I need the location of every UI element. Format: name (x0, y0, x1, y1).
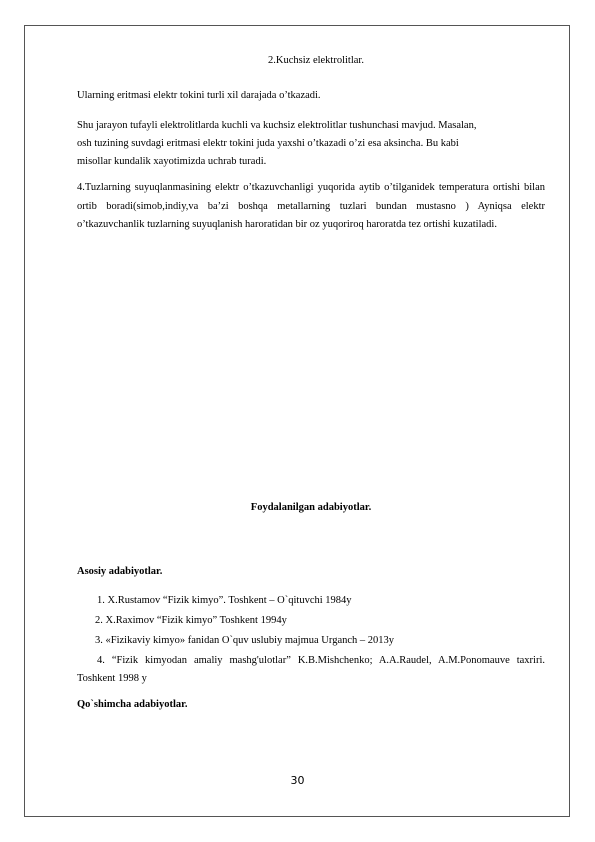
page-content (77, 52, 545, 714)
reference-item-1: 1. X.Rustamov “Fizik kimyo”. Toshkent – O`qituvchi 1984y (97, 594, 352, 606)
reference-item-3: 3. «Fizikaviy kimyo» fanidan O`quv uslubiy majmua Urganch – 2013y (95, 634, 395, 646)
extra-references-heading: Qo`shimcha adabiyotlar. (77, 698, 188, 710)
paragraph-3: 4.Tuzlarning suyuqlanmasining elektr o’tkazuvchanligi yuqorida aytib o’tilganidek temperatura ortishi bilan ortib boradi(simob,indiy,va ba’zi boshqa metallarning tuzlari bundan mustasno ) Ayniqsa elektr o’tkazuvchanlik tuzlarning suyuqlanish haroratidan bir oz yuqoriroq haroratda tez ortishi kuzatiladi. (77, 182, 545, 230)
main-references-list (77, 592, 545, 688)
section-title: 2.Kuchsiz elektrolitlar. (268, 55, 364, 66)
paragraph-2-line-1: Shu jarayon tufayli elektrolitlarda kuchli va kuchsiz elektrolitlar tushunchasi mavjud. Masalan, (77, 120, 477, 131)
reference-item-4: 4. “Fizik kimyodan amaliy mashg'ulotlar” K.B.Mishchenko; A.A.Raudel, A.M.Ponomauve taxriri. Toshkent 1998 y (77, 654, 545, 684)
paragraph-2-line-3: misollar kundalik xayotimizda uchrab turadi. (77, 156, 267, 167)
references-title: Foydalanilgan adabiyotlar. (250, 501, 372, 513)
paragraph-1: Ularning eritmasi elektr tokini turli xil darajada o’tkazadi. (77, 90, 321, 101)
paragraph-2-line-2: osh tuzining suvdagi eritmasi elektr tokini juda yaxshi o’tkazadi o’zi esa aksincha. Bu kabi (77, 138, 459, 149)
main-references-heading: Asosiy adabiyotlar. (77, 565, 163, 577)
page-number: 30 (290, 774, 305, 787)
reference-item-2: 2. X.Raximov “Fizik kimyo” Toshkent 1994y (95, 614, 287, 626)
